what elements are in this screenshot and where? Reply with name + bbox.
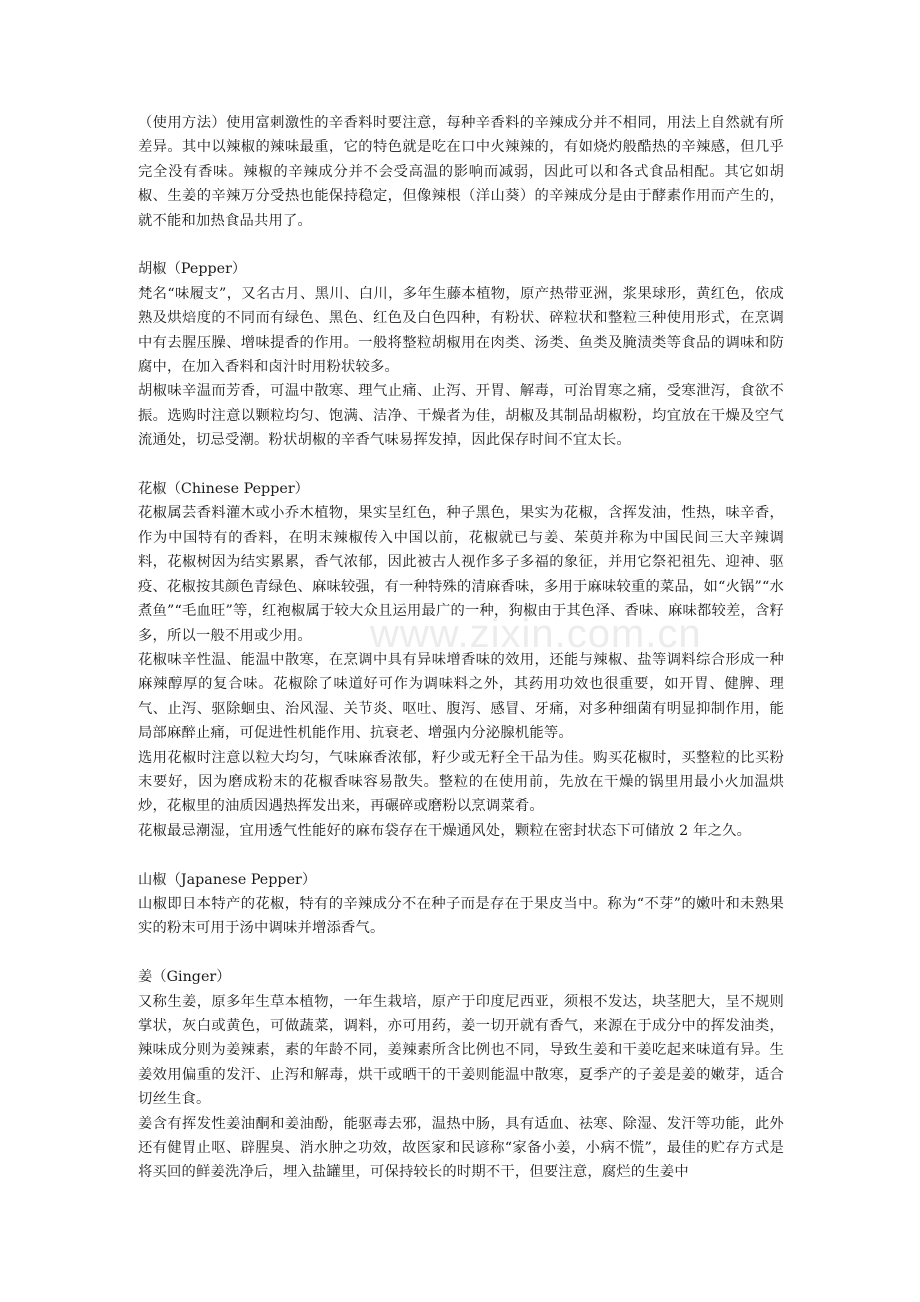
document-body xyxy=(138,111,784,1185)
section-chinese-pepper xyxy=(138,477,784,843)
paragraph: 花椒属芸香料灌木或小乔木植物，果实呈红色，种子黑色，果实为花椒，含挥发油，性热，味辛香，作为中国特有的香料，在明末辣椒传入中国以前，花椒就已与姜、茱萸并称为中国民间三大辛辣调料，花椒树因为结实累累，香气浓郁，因此被古人视作多子多福的象征，并用它祭祀祖先、迎神、驱疫、花椒按其颜色青绿色、麻味较强，有一种特殊的清麻香味，多用于麻味较重的菜品，如“火锅”“水煮鱼”“毛血旺”等，红袍椒属于较大众且运用最广的一种，狗椒由于其色泽、香味、麻味都较差，含籽多，所以一般不用或少用。 xyxy=(138,505,784,644)
section-ginger xyxy=(138,965,784,1185)
paragraph: 选用花椒时注意以粒大均匀，气味麻香浓郁，籽少或无籽全干品为佳。购买花椒时，买整粒的比买粉末要好，因为磨成粉末的花椒香味容易散失。整粒的在使用前，先放在干燥的锅里用最小火加温烘炒，花椒里的油质因遇热挥发出来，再碾碎或磨粉以烹调菜肴。 xyxy=(138,749,784,815)
paragraph: 山椒即日本特产的花椒，特有的辛辣成分不在种子而是存在于果皮当中。称为“不芽”的嫩叶和未熟果实的粉末可用于汤中调味并增添香气。 xyxy=(138,895,784,937)
section-heading: 胡椒（Pepper） xyxy=(138,261,247,278)
watermark: www.zixin.com.cn xyxy=(370,612,702,656)
section-heading: 花椒（Chinese Pepper） xyxy=(138,481,309,498)
paragraph: 花椒最忌潮湿，宜用透气性能好的麻布袋存在干燥通风处，颗粒在密封状态下可储放 2 年之久。 xyxy=(138,822,752,839)
paragraph: 姜含有挥发性姜油酮和姜油酚，能驱毒去邪，温热中肠，具有适血、祛寒、除湿、发汗等功能，此外还有健胃止呕、辟腥臭、消水肿之功效，故医家和民谚称“家备小姜，小病不慌”，最佳的贮存方式是将买回的鲜姜洗净后，埋入盐罐里，可保持较长的时期不干，但要注意，腐烂的生姜中 xyxy=(138,1115,784,1181)
spacer xyxy=(138,233,784,257)
paragraph: 花椒味辛性温、能温中散寒，在烹调中具有异味增香味的效用，还能与辣椒、盐等调料综合形成一种麻辣醇厚的复合味。花椒除了味道好可作为调味料之外，其药用功效也很重要，如开胃、健脾、理气、止泻、驱除蛔虫、治风湿、关节炎、呕吐、腹泻、感冒、牙痛，对多种细菌有明显抑制作用，能局部麻醉止痛，可促进性机能作用、抗衰老、增强内分泌腺机能等。 xyxy=(138,651,784,742)
spacer xyxy=(138,843,784,867)
paragraph: 又称生姜，原多年生草本植物，一年生栽培，原产于印度尼西亚，须根不发达，块茎肥大，呈不规则掌状，灰白或黄色，可做蔬菜，调料，亦可用药，姜一切开就有香气，来源在于成分中的挥发油类，辣味成分则为姜辣素，素的年龄不同，姜辣素所含比例也不同，导致生姜和干姜吃起来味道有异。生姜效用偏重的发汗、止泻和解毒，烘干或晒干的干姜则能温中散寒，夏季产的子姜是姜的嫩芽，适合切丝生食。 xyxy=(138,993,784,1108)
spacer xyxy=(138,941,784,965)
section-japanese-pepper xyxy=(138,868,784,941)
section-heading: 山椒（Japanese Pepper） xyxy=(138,871,317,888)
spacer xyxy=(138,453,784,477)
intro-paragraph: （使用方法）使用富刺激性的辛香料时要注意，每种辛香料的辛辣成分并不相同，用法上自然就有所差异。其中以辣椒的辣味最重，它的特色就是吃在口中火辣辣的，有如烧灼般酷热的辛辣感，但几乎完全没有香味。辣椒的辛辣成分并不会受高温的影响而减弱，因此可以和各式食品相配。其它如胡椒、生姜的辛辣万分受热也能保持稳定，但像辣根（洋山葵）的辛辣成分是由于酵素作用而产生的，就不能和加热食品共用了。 xyxy=(138,115,784,229)
paragraph: 梵名“味履支”，又名古月、黑川、白川，多年生藤本植物，原产热带亚洲，浆果球形，黄红色，依成熟及烘焙度的不同而有绿色、黑色、红色及白色四种，有粉状、碎粒状和整粒三种使用形式，在烹调中有去腥压臊、增味提香的作用。一般将整粒胡椒用在肉类、汤类、鱼类及腌渍类等食品的调味和防腐中，在加入香料和卤汁时用粉状较多。 xyxy=(138,285,784,376)
paragraph: 胡椒味辛温而芳香，可温中散寒、理气止痛、止泻、开胃、解毒，可治胃寒之痛，受寒泄泻，食欲不振。选购时注意以颗粒均匀、饱满、洁净、干燥者为佳，胡椒及其制品胡椒粉，均宜放在干燥及空气流通处，切忌受潮。粉状胡椒的辛香气味易挥发掉，因此保存时间不宜太长。 xyxy=(138,383,784,449)
section-pepper xyxy=(138,257,784,452)
section-heading: 姜（Ginger） xyxy=(138,969,231,986)
